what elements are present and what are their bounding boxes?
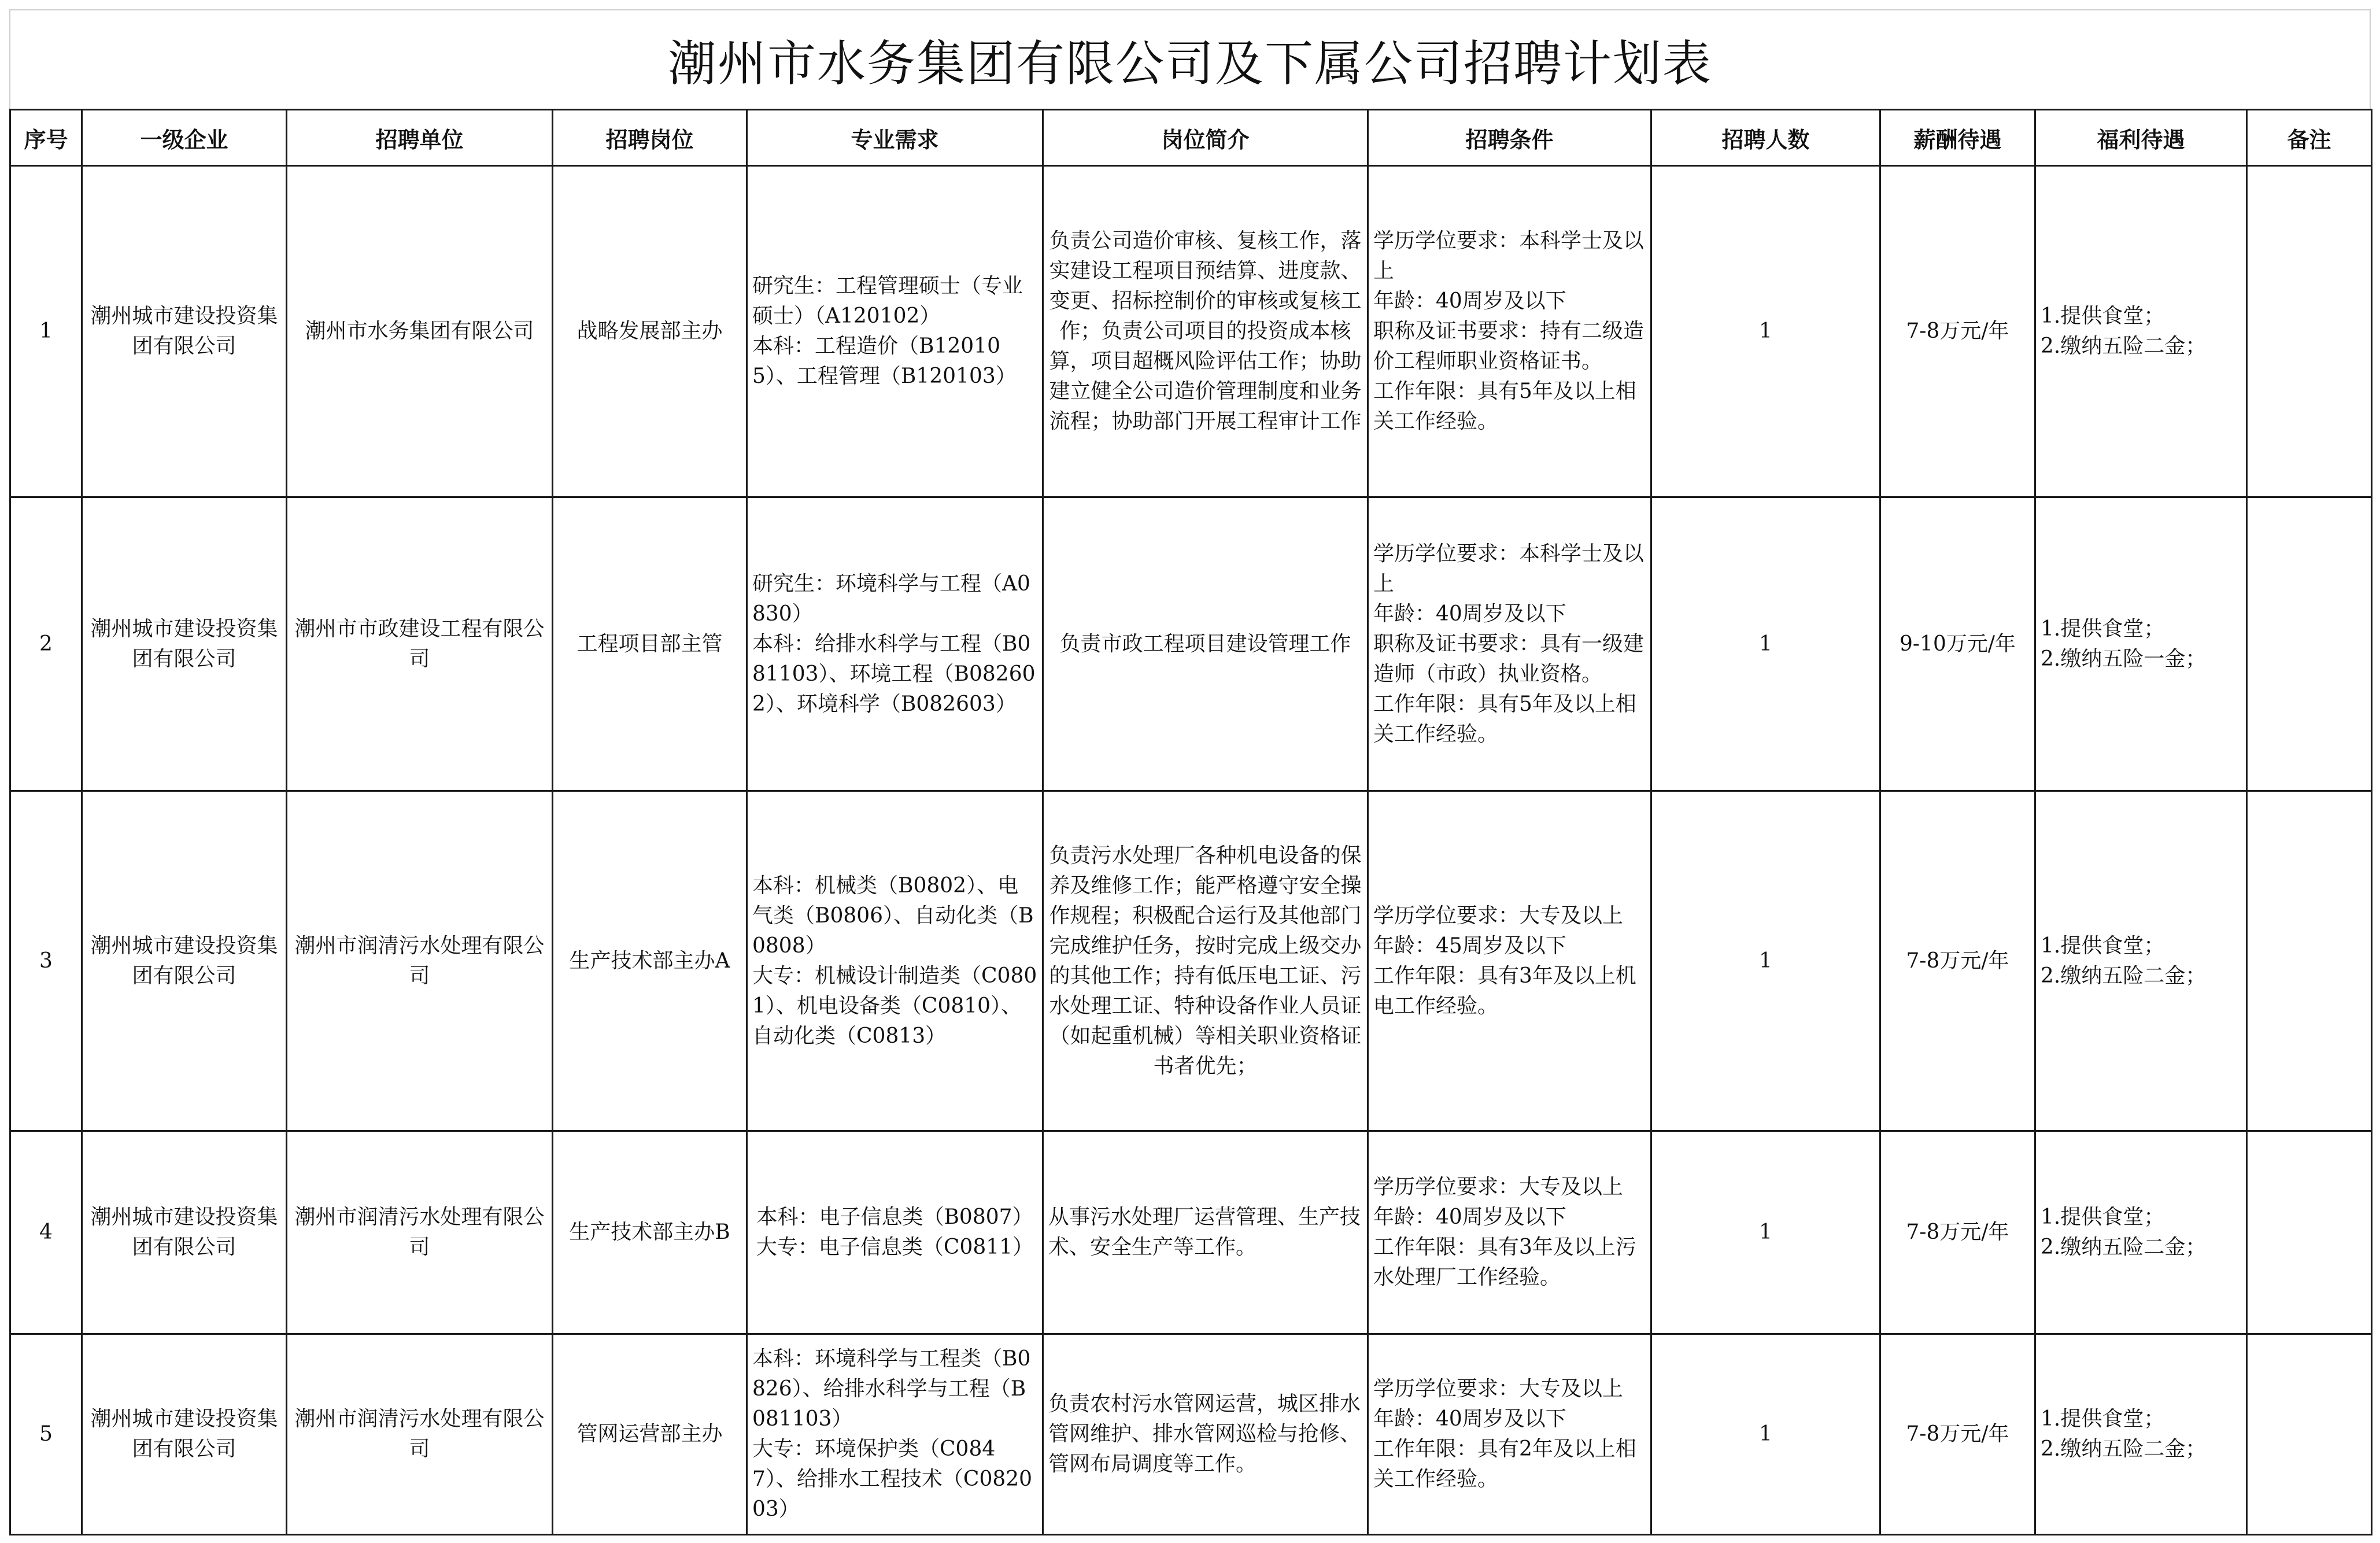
cell-remark: [2247, 1334, 2372, 1535]
cell-no: 5: [10, 1334, 82, 1535]
cell-welfare: 1.提供食堂； 2.缴纳五险二金；: [2035, 166, 2247, 497]
cell-major: 本科：电子信息类（B0807） 大专：电子信息类（C0811）: [747, 1131, 1043, 1334]
cell-salary: 7-8万元/年: [1880, 1334, 2035, 1535]
table-row: [10, 166, 2372, 497]
cell-unit: 潮州市润清污水处理有限公司: [287, 791, 553, 1131]
cell-enterprise: 潮州城市建设投资集团有限公司: [82, 166, 287, 497]
cell-major: 研究生：工程管理硕士（专业硕士）（A120102） 本科：工程造价（B120105）、工程管理（B120103）: [747, 166, 1043, 497]
cell-conditions: 学历学位要求：本科学士及以上 年龄：40周岁及以下 职称及证书要求：持有二级造价工程师职业资格证书。 工作年限：具有5年及以上相关工作经验。: [1368, 166, 1651, 497]
table-row: [10, 791, 2372, 1131]
cell-intro: 负责市政工程项目建设管理工作: [1043, 497, 1368, 791]
cell-salary: 9-10万元/年: [1880, 497, 2035, 791]
cell-count: 1: [1651, 166, 1880, 497]
header-remark: 备注: [2247, 110, 2372, 166]
cell-position: 生产技术部主办A: [553, 791, 747, 1131]
cell-enterprise: 潮州城市建设投资集团有限公司: [82, 791, 287, 1131]
header-major: 专业需求: [747, 110, 1043, 166]
cell-welfare: 1.提供食堂； 2.缴纳五险二金；: [2035, 1131, 2247, 1334]
cell-remark: [2247, 166, 2372, 497]
cell-major: 本科：机械类（B0802）、电气类（B0806）、自动化类（B0808） 大专：机械设计制造类（C0801）、机电设备类（C0810）、自动化类（C0813）: [747, 791, 1043, 1131]
cell-major: 本科：环境科学与工程类（B0826）、给排水科学与工程（B081103） 大专：环境保护类（C0847）、给排水工程技术（C082003）: [747, 1334, 1043, 1535]
cell-count: 1: [1651, 1131, 1880, 1334]
header-no: 序号: [10, 110, 82, 166]
cell-conditions: 学历学位要求：本科学士及以上 年龄：40周岁及以下 职称及证书要求：具有一级建造师（市政）执业资格。 工作年限：具有5年及以上相关工作经验。: [1368, 497, 1651, 791]
cell-welfare: 1.提供食堂； 2.缴纳五险二金；: [2035, 791, 2247, 1131]
header-salary: 薪酬待遇: [1880, 110, 2035, 166]
cell-unit: 潮州市市政建设工程有限公司: [287, 497, 553, 791]
table-row: [10, 1131, 2372, 1334]
cell-remark: [2247, 791, 2372, 1131]
cell-conditions: 学历学位要求：大专及以上 年龄：45周岁及以下 工作年限：具有3年及以上机电工作经验。: [1368, 791, 1651, 1131]
cell-enterprise: 潮州城市建设投资集团有限公司: [82, 1334, 287, 1535]
recruitment-sheet: [9, 9, 2371, 1534]
cell-salary: 7-8万元/年: [1880, 1131, 2035, 1334]
cell-conditions: 学历学位要求：大专及以上 年龄：40周岁及以下 工作年限：具有3年及以上污水处理厂工作经验。: [1368, 1131, 1651, 1334]
cell-conditions: 学历学位要求：大专及以上 年龄：40周岁及以下 工作年限：具有2年及以上相关工作经验。: [1368, 1334, 1651, 1535]
cell-salary: 7-8万元/年: [1880, 166, 2035, 497]
cell-count: 1: [1651, 497, 1880, 791]
header-conditions: 招聘条件: [1368, 110, 1651, 166]
cell-remark: [2247, 1131, 2372, 1334]
header-row: [10, 110, 2372, 166]
table-row: [10, 497, 2372, 791]
cell-welfare: 1.提供食堂； 2.缴纳五险一金；: [2035, 497, 2247, 791]
table-row: [10, 1334, 2372, 1535]
cell-position: 工程项目部主管: [553, 497, 747, 791]
cell-intro: 负责污水处理厂各种机电设备的保养及维修工作；能严格遵守安全操作规程；积极配合运行及其他部门完成维护任务，按时完成上级交办的其他工作；持有低压电工证、污水处理工证、特种设备作业人员证（如起重机械）等相关职业资格证书者优先；: [1043, 791, 1368, 1131]
cell-count: 1: [1651, 1334, 1880, 1535]
cell-no: 4: [10, 1131, 82, 1334]
cell-count: 1: [1651, 791, 1880, 1131]
cell-position: 管网运营部主办: [553, 1334, 747, 1535]
cell-unit: 潮州市润清污水处理有限公司: [287, 1334, 553, 1535]
page-title: 潮州市水务集团有限公司及下属公司招聘计划表: [9, 9, 2371, 109]
cell-enterprise: 潮州城市建设投资集团有限公司: [82, 1131, 287, 1334]
recruitment-table: [9, 109, 2372, 1535]
header-enterprise: 一级企业: [82, 110, 287, 166]
cell-intro: 从事污水处理厂运营管理、生产技术、安全生产等工作。: [1043, 1131, 1368, 1334]
cell-salary: 7-8万元/年: [1880, 791, 2035, 1131]
cell-position: 战略发展部主办: [553, 166, 747, 497]
cell-unit: 潮州市润清污水处理有限公司: [287, 1131, 553, 1334]
cell-major: 研究生：环境科学与工程（A0830） 本科：给排水科学与工程（B081103）、环境工程（B082602）、环境科学（B082603）: [747, 497, 1043, 791]
cell-position: 生产技术部主办B: [553, 1131, 747, 1334]
cell-unit: 潮州市水务集团有限公司: [287, 166, 553, 497]
cell-no: 3: [10, 791, 82, 1131]
cell-no: 2: [10, 497, 82, 791]
header-count: 招聘人数: [1651, 110, 1880, 166]
cell-intro: 负责农村污水管网运营，城区排水管网维护、排水管网巡检与抢修、管网布局调度等工作。: [1043, 1334, 1368, 1535]
header-intro: 岗位简介: [1043, 110, 1368, 166]
cell-enterprise: 潮州城市建设投资集团有限公司: [82, 497, 287, 791]
header-unit: 招聘单位: [287, 110, 553, 166]
cell-welfare: 1.提供食堂； 2.缴纳五险二金；: [2035, 1334, 2247, 1535]
header-position: 招聘岗位: [553, 110, 747, 166]
header-welfare: 福利待遇: [2035, 110, 2247, 166]
cell-intro: 负责公司造价审核、复核工作，落实建设工程项目预结算、进度款、变更、招标控制价的审核或复核工作；负责公司项目的投资成本核算，项目超概风险评估工作；协助建立健全公司造价管理制度和业务流程；协助部门开展工程审计工作: [1043, 166, 1368, 497]
cell-remark: [2247, 497, 2372, 791]
cell-no: 1: [10, 166, 82, 497]
